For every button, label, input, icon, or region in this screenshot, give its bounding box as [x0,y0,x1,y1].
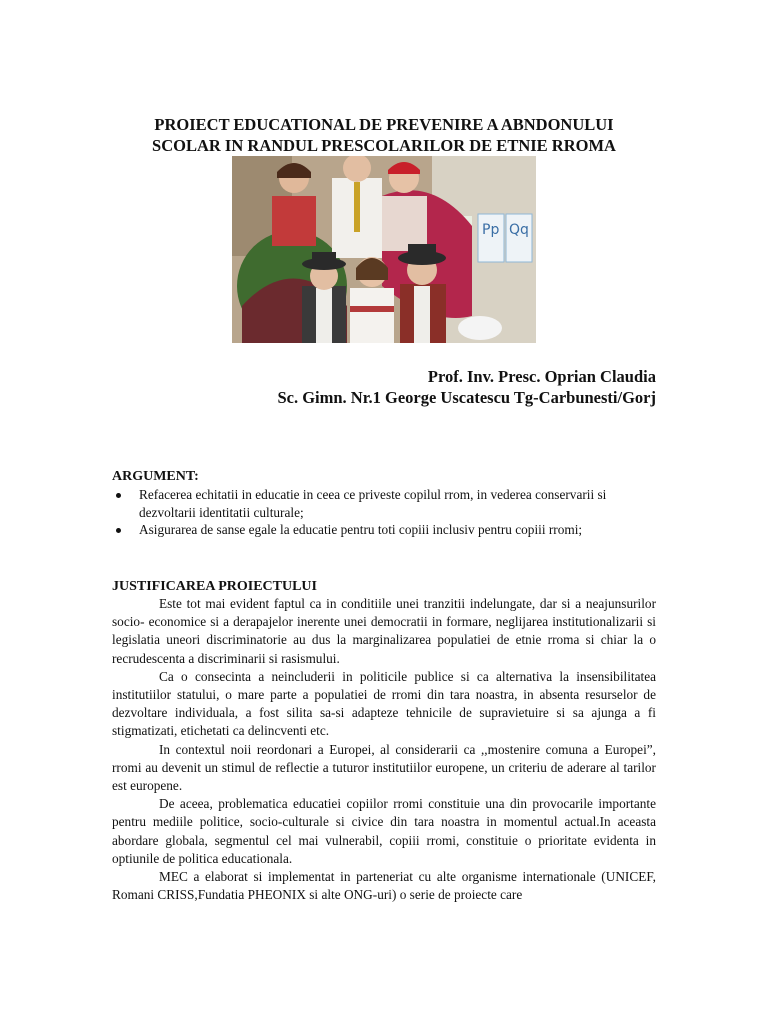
author-name: Prof. Inv. Presc. Oprian Claudia [427,367,656,386]
author-block [156,366,656,408]
svg-text:Qq: Qq [509,222,529,238]
children-in-traditional-costume-photo-icon [232,156,536,343]
author-school: Sc. Gimn. Nr.1 George Uscatescu Tg-Carbunesti/Gorj [277,388,656,407]
svg-text:Pp: Pp [482,222,500,238]
paragraph: Ca o consecinta a neincluderii in politicile publice si ca alternativa la insensibilitatea institutiilor statului, o mare parte a populatiei de rromi din tara noastra, in absenta resurselor de dezvoltare individuala, a fost silita sa-si adapteze tehnicile de supravietuire si sa ajunga a fi stigmatizati, etichetati ca delincventi etc. [112,668,656,739]
paragraph: In contextul noii reordonari a Europei, al considerarii ca ,,mostenire comuna a Europei”, rromi au devenit un stimul de reflectie a tuturor institutiilor europene, un criteriu de aderare al tarilor est europene. [112,741,656,794]
children-photo [232,156,536,343]
justificare-body [112,595,656,904]
justificare-heading: JUSTIFICAREA PROIECTULUI [112,579,317,594]
paragraph: Este tot mai evident faptul ca in conditiile unei tranzitii indelungate, dar si a neajunsurilor socio- economice si a derapajelor inerente unei democratii in formare, neglijarea institutionalizarii si legislatia uneori discriminatorie au dus la marginalizarea populatiei de etnie rroma si chiar la o recrudescenta a discriminarii si rasismului. [112,596,656,666]
list-item: Asigurarea de sanse egale la educatie pentru toti copiii inclusiv pentru copiii rromi; [112,521,656,539]
list-item: Refacerea echitatii in educatie in ceea ce priveste copilul rrom, in vederea conservarii si dezvoltarii identitatii culturale; [112,486,656,521]
title-line-2: SCOLAR IN RANDUL PRESCOLARILOR DE ETNIE RROMA [152,136,616,155]
document-title [112,114,656,156]
argument-list [112,486,656,539]
argument-heading: ARGUMENT: [112,469,199,484]
paragraph: MEC a elaborat si implementat in parteneriat cu alte organisme internationale (UNICEF, Romani CRISS,Fundatia PHEONIX si alte ONG-uri) o serie de proiecte care [112,869,656,903]
title-line-1: PROIECT EDUCATIONAL DE PREVENIRE A ABNDONULUI [154,115,614,134]
paragraph: De aceea, problematica educatiei copiilor rromi constituie una din provocarile importante pentru mediile politice, socio-culturale si civice din tara noastra in momentul actual.In aceasta abordare globala, segmentul cel mai vulnerabil, copiii rromi, constituie o prioritate evidenta in optiunile de politica educationala. [112,796,656,866]
